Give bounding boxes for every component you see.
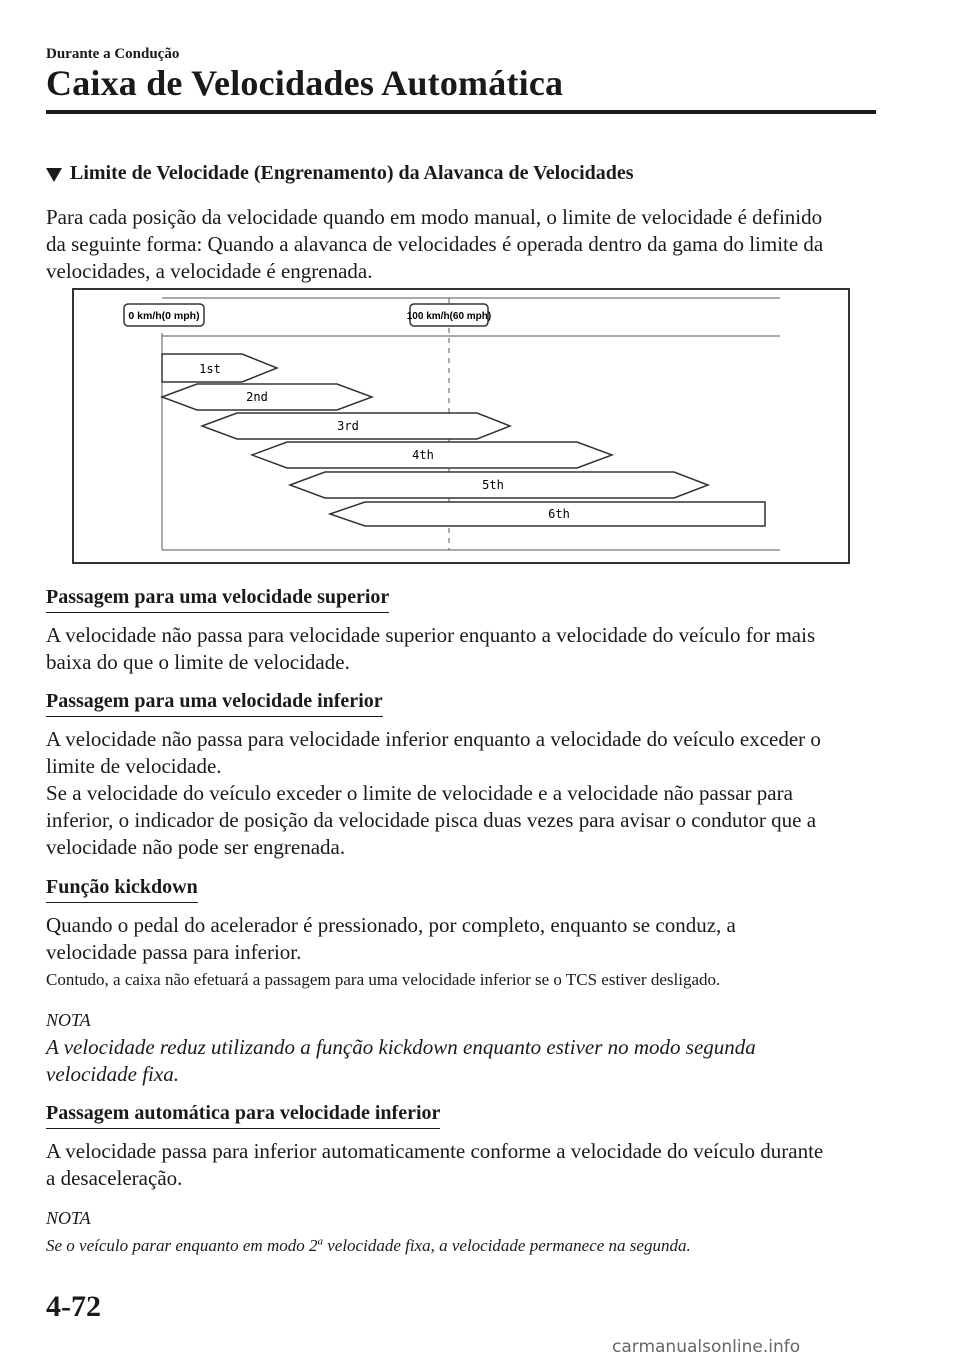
page-number: 4-72 [46,1290,101,1323]
page-title: Caixa de Velocidades Automática [46,63,564,103]
section-title [46,162,634,185]
upshift-paragraph [46,622,886,676]
upshift-line: baixa do que o limite de velocidade. [46,650,350,674]
zero-speed-label: 0 km/h(0 mph) [128,310,200,322]
upshift-heading: Passagem para uma velocidade superior [46,584,389,613]
kickdown-heading: Função kickdown [46,874,198,903]
auto-downshift-nota [46,1234,886,1258]
nota-text: Se o veículo parar enquanto em modo 2 [46,1236,318,1255]
nota-label: NOTA [46,1010,91,1030]
downshift-line: A velocidade não passa para velocidade inferior enquanto a velocidade do veículo exceder o [46,727,821,751]
auto-downshift-line: A velocidade passa para inferior automaticamente conforme a velocidade do veículo durante [46,1139,824,1163]
section-title-text: Limite de Velocidade (Engrenamento) da Alavanca de Velocidades [70,162,634,184]
gear-label-3rd: 3rd [337,419,359,433]
downshift-heading: Passagem para uma velocidade inferior [46,688,383,717]
kickdown-note-small: Contudo, a caixa não efetuará a passagem para uma velocidade inferior se o TCS estiver desligado. [46,970,721,989]
kickdown-paragraph [46,912,886,966]
downshift-line: Se a velocidade do veículo exceder o limite de velocidade e a velocidade não passar para [46,781,793,805]
watermark: carmanualsonline.info [612,1337,801,1357]
intro-paragraph [46,204,886,285]
downshift-line: inferior, o indicador de posição da velocidade pisca duas vezes para avisar o condutor que a [46,808,817,832]
upshift-line: A velocidade não passa para velocidade superior enquanto a velocidade do veículo for mais [46,623,816,647]
kickdown-nota-line: A velocidade reduz utilizando a função kickdown enquanto estiver no modo segunda [46,1035,756,1059]
auto-downshift-heading: Passagem automática para velocidade inferior [46,1100,440,1129]
auto-downshift-paragraph [46,1138,886,1192]
auto-downshift-line: a desaceleração. [46,1166,183,1190]
nota-text: velocidade fixa, a velocidade permanece na segunda. [322,1236,691,1255]
kickdown-nota-line: velocidade fixa. [46,1062,179,1086]
gear-label-2nd: 2nd [246,390,268,404]
kickdown-line: Quando o pedal do acelerador é pressionado, por completo, enquanto se conduz, a [46,913,736,937]
kickdown-nota [46,1034,886,1088]
intro-line: velocidades, a velocidade é engrenada. [46,259,373,283]
gear-label-1st: 1st [199,362,221,376]
gear-speed-diagram [72,288,850,564]
downshift-line: limite de velocidade. [46,754,222,778]
ordinal-superscript: a [317,1235,323,1248]
gear-label-6th: 6th [548,507,570,521]
breadcrumb: Durante a Condução [46,46,180,62]
gear-label-4th: 4th [412,448,434,462]
nota-label: NOTA [46,1208,91,1228]
hundred-speed-label: 100 km/h(60 mph) [406,311,492,322]
downshift-paragraph [46,726,886,861]
header-rule [46,110,876,114]
gear-label-5th: 5th [482,478,504,492]
intro-line: da seguinte forma: Quando a alavanca de velocidades é operada dentro da gama do limite da [46,232,824,256]
kickdown-line: velocidade passa para inferior. [46,940,302,964]
intro-line: Para cada posição da velocidade quando em modo manual, o limite de velocidade é definido [46,205,823,229]
triangle-down-icon [46,168,62,182]
downshift-line: velocidade não pode ser engrenada. [46,835,346,859]
